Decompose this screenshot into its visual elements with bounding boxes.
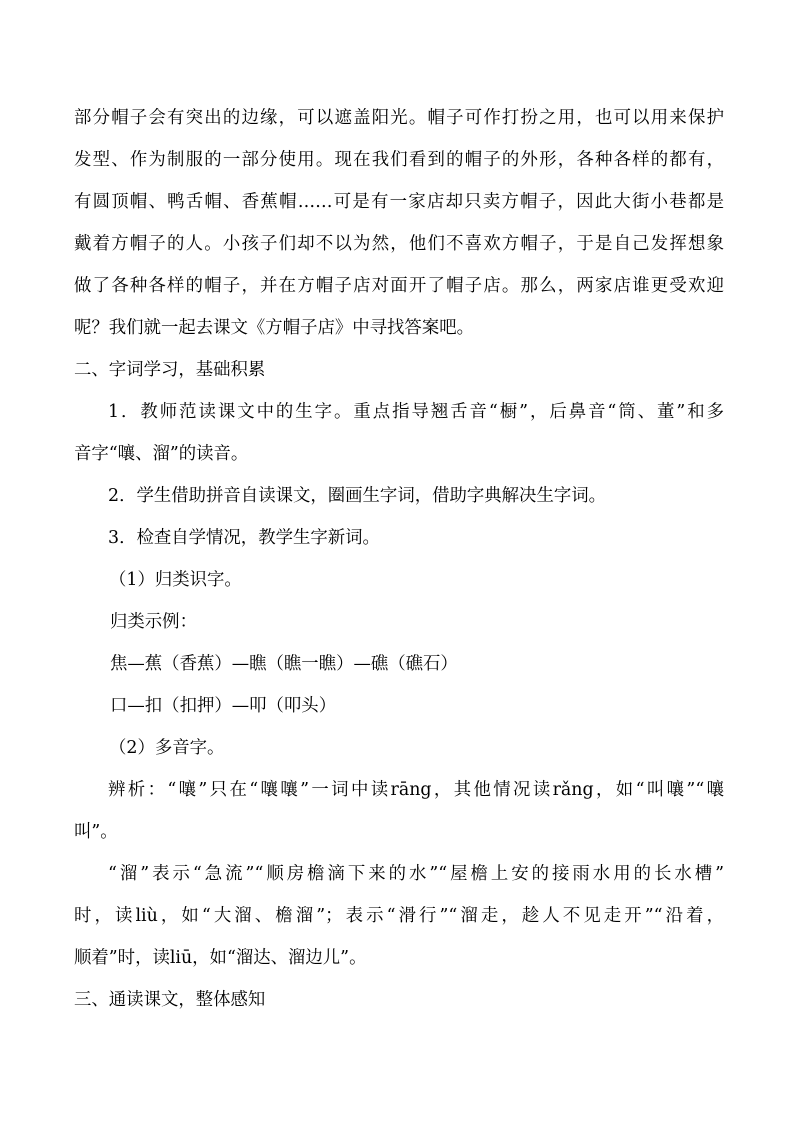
section-heading: 二、字词学习，基础积累	[74, 360, 266, 380]
paragraph-line: 顺着”时，读liū，如“溜达、溜边儿”。	[74, 948, 367, 968]
paragraph-line: 2．学生借助拼音自读课文，圈画生字词，借助字典解决生字词。	[108, 486, 607, 506]
sub-heading: （2）多音字。	[109, 738, 225, 758]
paragraph-line: 音字“嚷、溜”的读音。	[74, 444, 249, 464]
paragraph-line: 有圆顶帽、鸭舌帽、香蕉帽……可是有一家店却只卖方帽子，因此大街小巷都是	[74, 192, 724, 212]
paragraph-line: 部分帽子会有突出的边缘，可以遮盖阳光。帽子可作打扮之用，也可以用来保护	[74, 108, 724, 128]
paragraph-line: 辨析：“嚷”只在“嚷嚷”一词中读rāng，其他情况读rǎng，如“叫嚷”“嚷	[108, 780, 724, 800]
paragraph-line: “溜”表示“急流”“顺房檐滴下来的水”“屋檐上安的接雨水用的长水槽”	[108, 864, 724, 884]
paragraph-line: 1．教师范读课文中的生字。重点指导翘舌音“橱”，后鼻音“筒、董”和多	[108, 402, 724, 422]
paragraph-line: 归类示例：	[110, 612, 197, 632]
paragraph-line: 戴着方帽子的人。小孩子们却不以为然，他们不喜欢方帽子，于是自己发挥想象	[74, 234, 724, 254]
example-line: 焦—蕉（香蕉）—瞧（瞧一瞧）—礁（礁石）	[110, 654, 458, 674]
paragraph-line: 做了各种各样的帽子，并在方帽子店对面开了帽子店。那么，两家店谁更受欢迎	[74, 276, 724, 296]
paragraph-line: 时，读liù，如“大溜、檐溜”；表示“滑行”“溜走，趁人不见走开”“沿着，	[74, 906, 724, 926]
sub-heading: （1）归类识字。	[109, 570, 242, 590]
paragraph-line: 3．检查自学情况，教学生字新词。	[108, 528, 380, 548]
example-line: 口—扣（扣押）—叩（叩头）	[110, 696, 337, 716]
paragraph-line: 发型、作为制服的一部分使用。现在我们看到的帽子的外形，各种各样的都有，	[74, 150, 724, 170]
paragraph-line: 叫”。	[74, 822, 118, 842]
section-heading: 三、通读课文，整体感知	[74, 990, 266, 1010]
paragraph-line: 呢？我们就一起去课文《方帽子店》中寻找答案吧。	[74, 318, 474, 338]
